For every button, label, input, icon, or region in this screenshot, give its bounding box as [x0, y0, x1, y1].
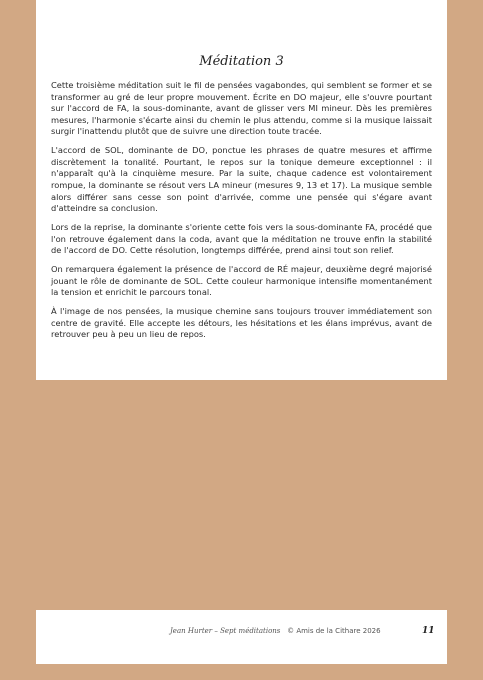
- paragraph: Cette troisième méditation suit le fil de pensées vagabondes, qui semblent se former et se transformer au gré de leur propre mouvement. Écrite en DO majeur, elle s'ouvre pourtant sur l'accord de FA, la sous-dominante, avant de glisser vers MI mineur. Dès les premières mesures, l'harmonie s'écarte ainsi du chemin le plus attendu, comme si la musique laissait surgir l'inattendu plutôt que de suivre une direction toute tracée.: [51, 80, 432, 137]
- paragraph: L'accord de SOL, dominante de DO, ponctue les phrases de quatre mesures et affirme discrètement la tonalité. Pourtant, le repos sur la tonique demeure exceptionnel : il n'apparaît qu'à la cinquième mesure. Par la suite, chaque cadence est volontairement rompue, la dominante se résout vers LA mineur (mesures 9, 13 et 17). La musique semble alors différer sans cesse son point d'arrivée, comme une pensée qui s'égare avant d'atteindre sa conclusion.: [51, 145, 432, 214]
- page-title: Méditation 3: [199, 54, 284, 69]
- footer-separator: –: [214, 627, 218, 635]
- paragraph: Lors de la reprise, la dominante s'oriente cette fois vers la sous-dominante FA, procédé que l'on retrouve également dans la coda, avant que la méditation ne trouve enfin la stabilité de l'accord de DO. Cette résolution, longtemps différée, prend ainsi tout son relief.: [51, 222, 432, 256]
- footer-credits: [170, 627, 381, 635]
- footer-work-title: Sept méditations: [220, 627, 281, 635]
- footer-panel: [36, 610, 447, 664]
- page-content-panel: [36, 0, 447, 380]
- footer-author: Jean Hurter: [170, 627, 213, 635]
- page-number: 11: [422, 626, 435, 636]
- footer-copyright: © Amis de la Cithare 2026: [287, 627, 381, 635]
- body-text: [51, 80, 432, 348]
- paragraph: On remarquera également la présence de l'accord de RÉ majeur, deuxième degré majorisé jouant le rôle de dominante de SOL. Cette couleur harmonique intensifie momentanément la tension et enrichit le parcours tonal.: [51, 264, 432, 298]
- paragraph: À l'image de nos pensées, la musique chemine sans toujours trouver immédiatement son centre de gravité. Elle accepte les détours, les hésitations et les élans imprévus, avant de retrouver peu à peu un lieu de repos.: [51, 306, 432, 340]
